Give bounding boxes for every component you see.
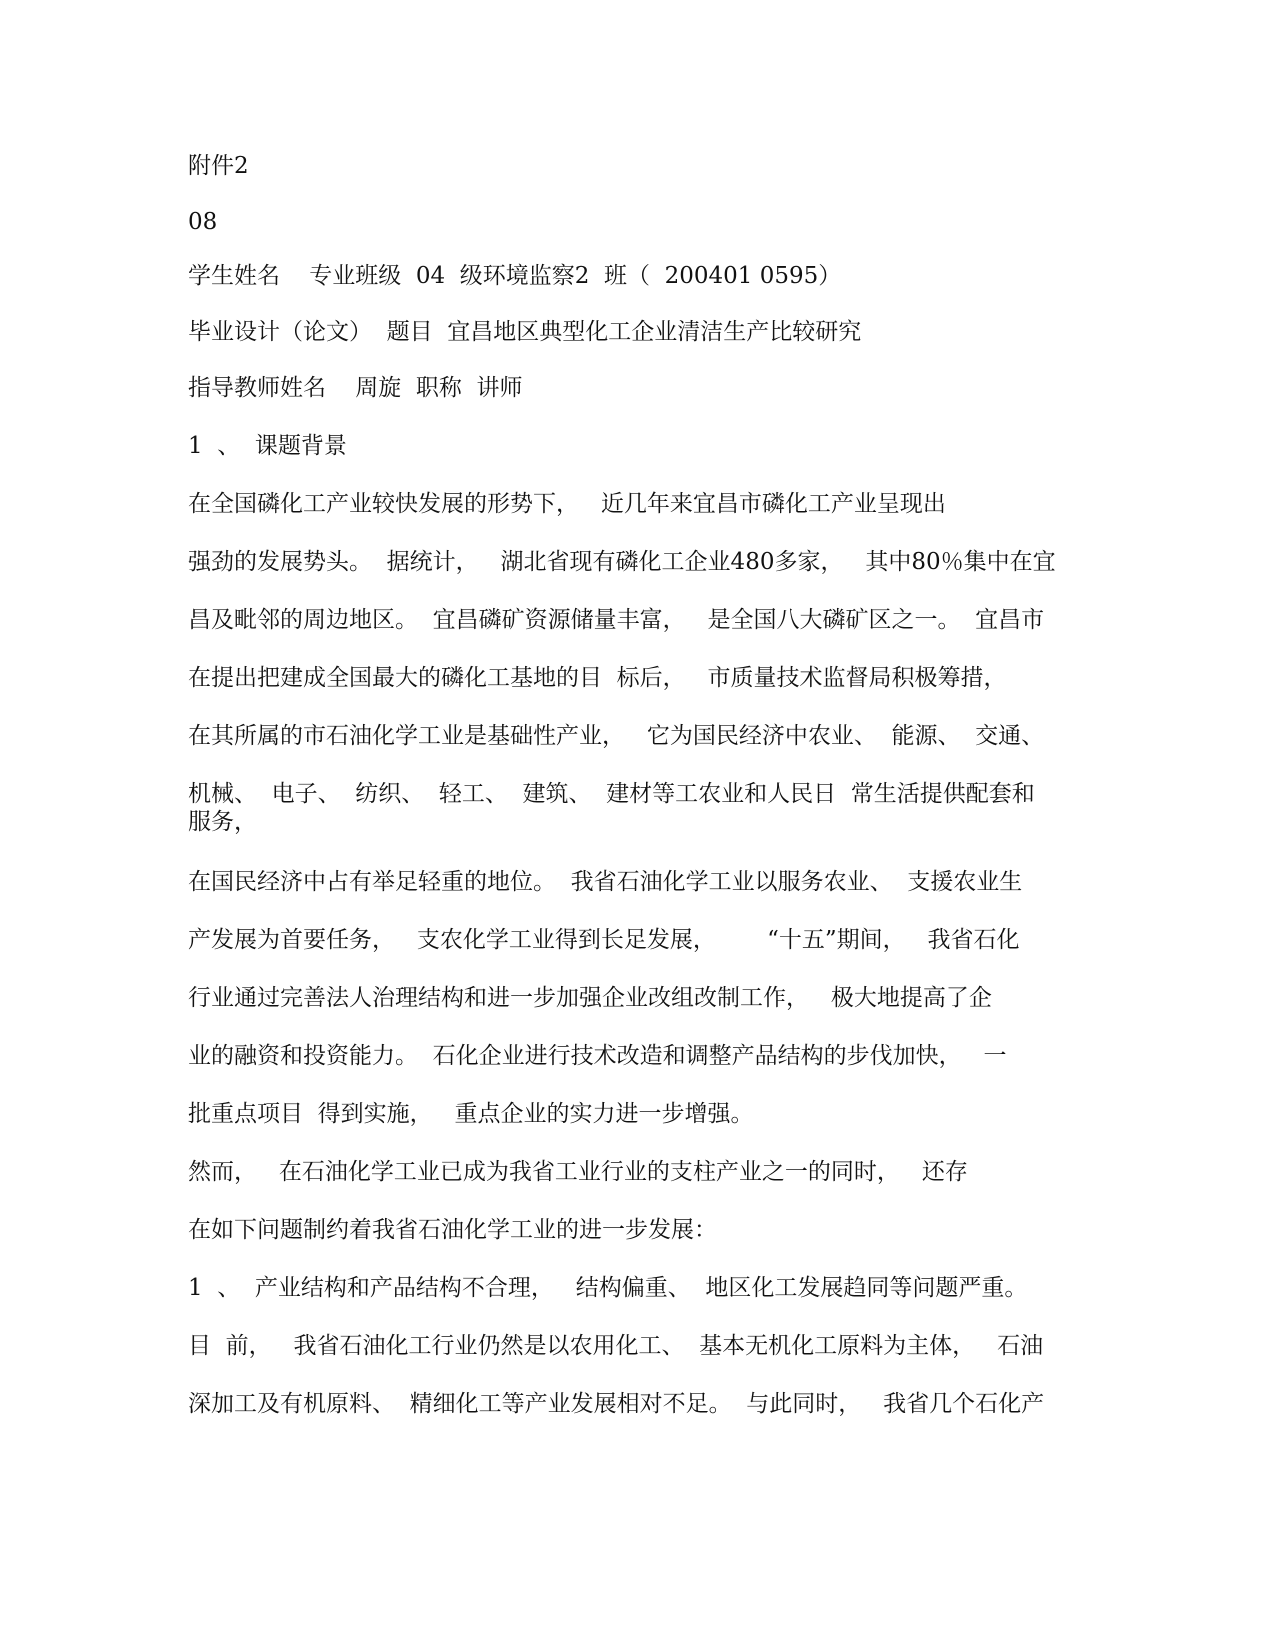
document-number: 08 — [188, 209, 218, 235]
body-line: 在其所属的市石油化学工业是基础性产业， 它为国民经济中农业、 能源、 交通、 — [188, 723, 1045, 749]
body-line: 昌及毗邻的周边地区。 宜昌磷矿资源储量丰富， 是全国八大磷矿区之一。 宜昌市 — [188, 607, 1045, 633]
student-info-line: 学生姓名 专业班级 04 级环境监察2 班（ 200401 0595） — [188, 263, 842, 289]
body-line: 在如下问题制约着我省石油化学工业的进一步发展： — [188, 1217, 717, 1243]
advisor-line: 指导教师姓名 周旋 职称 讲师 — [188, 375, 523, 401]
body-line: 强劲的发展势头。 据统计， 湖北省现有磷化工企业480多家， 其中80％集中在宜 — [188, 549, 1056, 575]
body-line: 在全国磷化工产业较快发展的形势下， 近几年来宜昌市磷化工产业呈现出 — [188, 491, 946, 517]
body-line: 业的融资和投资能力。 石化企业进行技术改造和调整产品结构的步伐加快， 一 — [188, 1043, 1007, 1069]
section-heading: 1 、 课题背景 — [188, 433, 347, 459]
body-line: 在提出把建成全国最大的磷化工基地的目 标后， 市质量技术监督局积极筹措， — [188, 665, 1007, 691]
attachment-label: 附件2 — [188, 153, 249, 179]
body-line: 行业通过完善法人治理结构和进一步加强企业改组改制工作， 极大地提高了企 — [188, 985, 992, 1011]
body-line: 在国民经济中占有举足轻重的地位。 我省石油化学工业以服务农业、 支援农业生 — [188, 869, 1023, 895]
body-line: 深加工及有机原料、 精细化工等产业发展相对不足。 与此同时， 我省几个石化产 — [188, 1391, 1045, 1417]
body-line: 批重点项目 得到实施， 重点企业的实力进一步增强。 — [188, 1101, 754, 1127]
body-line: 1 、 产业结构和产品结构不合理， 结构偏重、 地区化工发展趋同等问题严重。 — [188, 1275, 1028, 1301]
body-line: 产发展为首要任务， 支农化学工业得到长足发展， “十五”期间， 我省石化 — [188, 927, 1020, 953]
body-line: 机械、 电子、 纺织、 轻工、 建筑、 建材等工农业和人民日 常生活提供配套和 服务， — [188, 781, 1035, 835]
thesis-title-line: 毕业设计（论文） 题目 宜昌地区典型化工企业清洁生产比较研究 — [188, 319, 862, 345]
body-line: 然而， 在石油化学工业已成为我省工业行业的支柱产业之一的同时， 还存 — [188, 1159, 968, 1185]
body-line: 目 前， 我省石油化工行业仍然是以农用化工、 基本无机化工原料为主体， 石油 — [188, 1333, 1044, 1359]
